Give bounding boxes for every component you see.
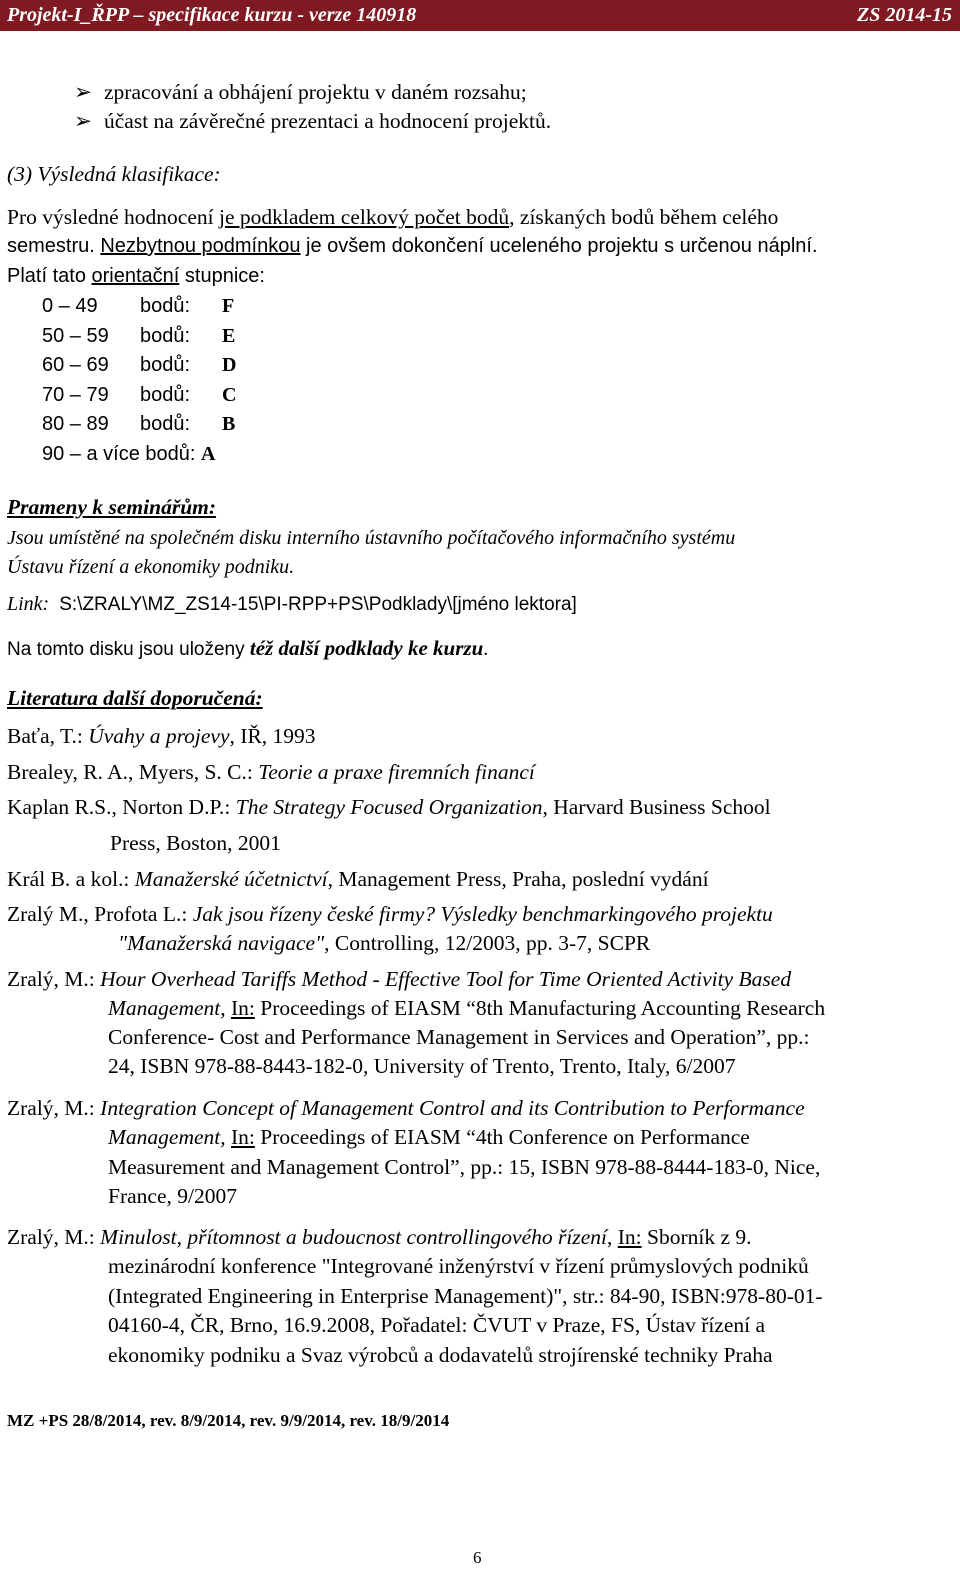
paragraph-line: semestru. Nezbytnou podmínkou je ovšem dokončení uceleného projektu s určenou náplní.: [7, 235, 818, 257]
paragraph-line: Ústavu řízení a ekonomiky podniku.: [7, 556, 295, 578]
reference-continuation: "Manažerská navigace", Controlling, 12/2003, pp. 3-7, SCPR: [118, 931, 651, 955]
grade-row: 80 – 89 bodů: B: [42, 413, 236, 435]
reference-item: Zralý M., Profota L.: Jak jsou řízeny české firmy? Výsledky benchmarkingového projektu: [7, 902, 773, 926]
section-heading-literatura: Literatura další doporučená:: [7, 686, 263, 710]
reference-continuation: 24, ISBN 978-88-8443-182-0, University of Trento, Trento, Italy, 6/2007: [108, 1054, 736, 1078]
reference-item: Kaplan R.S., Norton D.P.: The Strategy Focused Organization, Harvard Business School: [7, 795, 771, 819]
grade-row: 0 – 49 bodů: F: [42, 295, 235, 317]
paragraph-line: Na tomto disku jsou uloženy též další podklady ke kurzu.: [7, 636, 489, 660]
bullet-item: ➢ zpracování a obhájení projektu v daném rozsahu;: [74, 80, 527, 104]
link-line: Link: S:\ZRALY\MZ_ZS14-15\PI-RPP+PS\Podklady\[jméno lektora]: [7, 593, 577, 615]
reference-continuation: Press, Boston, 2001: [110, 831, 281, 855]
reference-item: Zralý, M.: Integration Concept of Management Control and its Contribution to Performance: [7, 1096, 805, 1120]
reference-item: Král B. a kol.: Manažerské účetnictví, Management Press, Praha, poslední vydání: [7, 867, 709, 891]
header-semester: ZS 2014-15: [857, 4, 952, 26]
reference-continuation: Conference- Cost and Performance Management in Services and Operation”, pp.:: [108, 1025, 810, 1049]
reference-continuation: 04160-4, ČR, Brno, 16.9.2008, Pořadatel: ČVUT v Praze, FS, Ústav řízení a: [108, 1313, 766, 1337]
bullet-item: ➢ účast na závěrečné prezentaci a hodnocení projektů.: [74, 109, 552, 133]
reference-continuation: Management, In: Proceedings of EIASM “8th Manufacturing Accounting Research: [108, 996, 826, 1020]
disk-link-path: S:\ZRALY\MZ_ZS14-15\PI-RPP+PS\Podklady\[jméno lektora]: [59, 594, 577, 615]
arrow-bullet-icon: ➢: [74, 109, 93, 133]
reference-item: Baťa, T.: Úvahy a projevy, IŘ, 1993: [7, 724, 316, 748]
header-title: Projekt-I_ŘPP – specifikace kurzu - verze 140918: [7, 4, 417, 26]
page-header: [0, 0, 960, 31]
reference-continuation: mezinárodní konference "Integrované inženýrství v řízení průmyslových podniků: [108, 1254, 809, 1278]
reference-item: Brealey, R. A., Myers, S. C.: Teorie a praxe firemních financí: [7, 760, 535, 784]
section-heading-klasifikace: (3) Výsledná klasifikace:: [7, 162, 221, 186]
grade-row: 70 – 79 bodů: C: [42, 384, 237, 406]
reference-item: Zralý, M.: Hour Overhead Tariffs Method - Effective Tool for Time Oriented Activity Based: [7, 967, 792, 991]
grade-row: 90 – a více bodů: A: [42, 443, 216, 465]
section-heading-prameny: Prameny k seminářům:: [7, 495, 217, 519]
paragraph-line: Pro výsledné hodnocení je podkladem celkový počet bodů, získaných bodů během celého: [7, 205, 779, 229]
reference-continuation: Management, In: Proceedings of EIASM “4th Conference on Performance: [108, 1125, 750, 1149]
grade-row: 50 – 59 bodů: E: [42, 325, 236, 347]
paragraph-line: Jsou umístěné na společném disku interního ústavního počítačového informačního systému: [7, 527, 736, 549]
reference-continuation: ekonomiky podniku a Svaz výrobců a dodavatelů strojírenské techniky Praha: [108, 1343, 773, 1367]
revision-note: MZ +PS 28/8/2014, rev. 8/9/2014, rev. 9/9/2014, rev. 18/9/2014: [7, 1411, 450, 1430]
grade-row: 60 – 69 bodů: D: [42, 354, 237, 376]
paragraph-line: Platí tato orientační stupnice:: [7, 265, 265, 287]
reference-continuation: Measurement and Management Control”, pp.: 15, ISBN 978-88-8444-183-0, Nice,: [108, 1155, 821, 1179]
reference-item: Zralý, M.: Minulost, přítomnost a budoucnost controllingového řízení, In: Sborník z 9.: [7, 1225, 752, 1249]
reference-continuation: (Integrated Engineering in Enterprise Management)", str.: 84-90, ISBN:978-80-01-: [108, 1284, 823, 1308]
arrow-bullet-icon: ➢: [74, 80, 93, 104]
reference-continuation: France, 9/2007: [108, 1184, 237, 1208]
page-number: 6: [473, 1548, 482, 1567]
